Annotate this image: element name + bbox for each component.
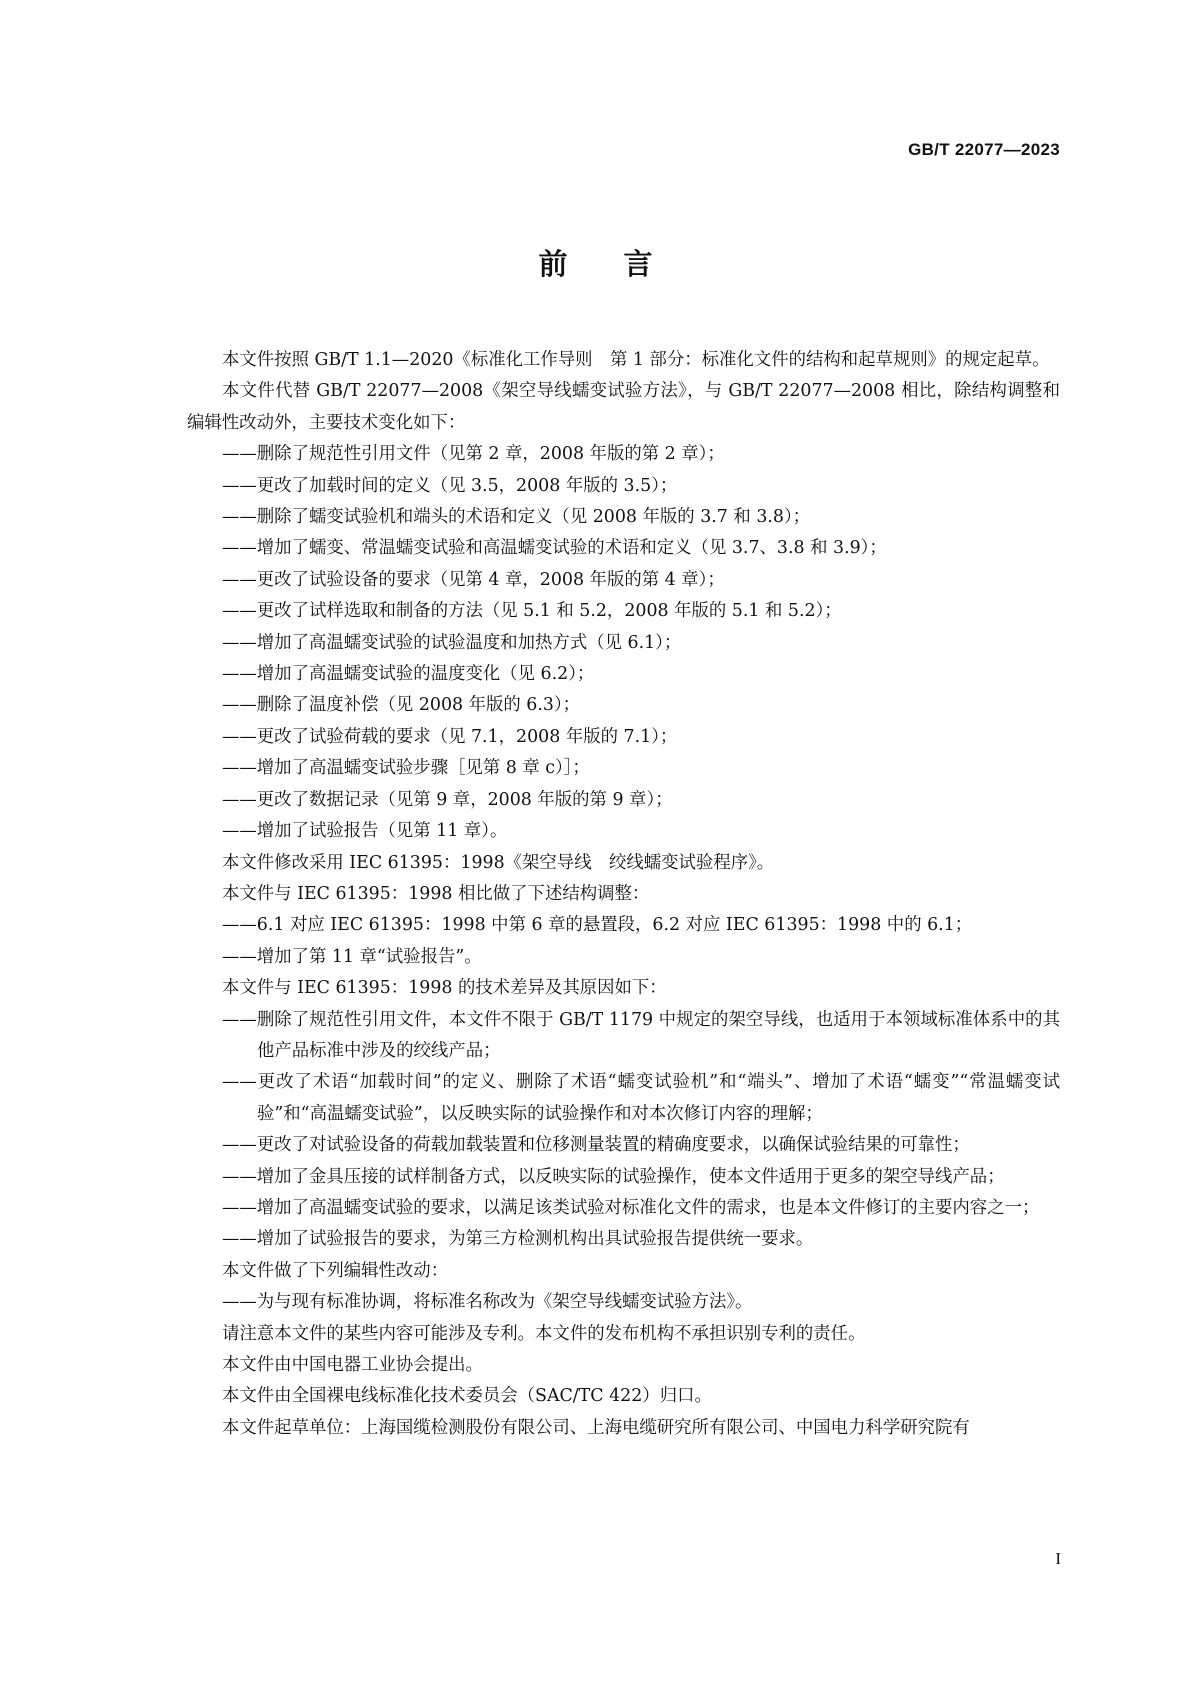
- list-item: ——增加了高温蠕变试验步骤［见第 8 章 c）］；: [222, 758, 590, 779]
- list-item: ——增加了高温蠕变试验的温度变化（见 6.2）；: [222, 664, 595, 685]
- list-item: ——删除了温度补偿（见 2008 年版的 6.3）；: [222, 695, 581, 716]
- standard-code: GB/T 22077—2023: [908, 140, 1060, 159]
- list-item: ——更改了术语“加载时间”的定义、删除了术语“蠕变试验机”和“端头”、增加了术语“蠕变”“常温蠕变试验”和“高温蠕变试验”，以反映实际的试验操作和对本次修订内容的理解；: [222, 1072, 1060, 1124]
- paragraph: 本文件代替 GB/T 22077—2008《架空导线蠕变试验方法》，与 GB/T 22077—2008 相比，除结构调整和编辑性改动外，主要技术变化如下：: [187, 381, 1060, 433]
- paragraph: 本文件由中国电器工业协会提出。: [222, 1355, 483, 1375]
- paragraph: 本文件做了下列编辑性改动：: [222, 1260, 449, 1281]
- paragraph: 本文件按照 GB/T 1.1—2020《标准化工作导则 第 1 部分：标准化文件的结构和起草规则》的规定起草。: [222, 350, 1050, 370]
- list-item: ——增加了蠕变、常温蠕变试验和高温蠕变试验的术语和定义（见 3.7、3.8 和 3.9）；: [222, 538, 887, 559]
- list-item: ——增加了高温蠕变试验的试验温度和加热方式（见 6.1）；: [222, 632, 682, 653]
- list-item: ——更改了试样选取和制备的方法（见 5.1 和 5.2，2008 年版的 5.1 和 5.2）；: [222, 601, 842, 622]
- list-item: ——更改了数据记录（见第 9 章，2008 年版的第 9 章）；: [222, 789, 673, 810]
- list-item: ——更改了试验设备的要求（见第 4 章，2008 年版的第 4 章）；: [222, 569, 725, 590]
- list-item: ——增加了金具压接的试样制备方式，以反映实际的试验操作，使本文件适用于更多的架空导线产品；: [222, 1166, 1005, 1187]
- list-item: ——增加了试验报告的要求，为第三方检测机构出具试验报告提供统一要求。: [222, 1229, 814, 1250]
- paragraph: 本文件由全国裸电线标准化技术委员会（SAC/TC 422）归口。: [222, 1386, 712, 1407]
- list-item: ——更改了加载时间的定义（见 3.5，2008 年版的 3.5）；: [222, 475, 678, 496]
- list-item: ——为与现有标准协调，将标准名称改为《架空导线蠕变试验方法》。: [222, 1292, 753, 1313]
- page-number: I: [1055, 1549, 1061, 1568]
- list-item: ——增加了第 11 章“试验报告”。: [222, 946, 482, 967]
- list-item: ——增加了高温蠕变试验的要求，以满足该类试验对标准化文件的需求，也是本文件修订的主要内容之一；: [222, 1197, 1040, 1218]
- page-title: 前言: [538, 247, 709, 281]
- list-item: ——6.1 对应 IEC 61395：1998 中第 6 章的悬置段，6.2 对应 IEC 61395：1998 中的 6.1；: [222, 915, 973, 936]
- paragraph: 本文件修改采用 IEC 61395：1998《架空导线 绞线蠕变试验程序》。: [222, 852, 775, 873]
- list-item: ——删除了蠕变试验机和端头的术语和定义（见 2008 年版的 3.7 和 3.8）；: [222, 507, 811, 528]
- list-item: ——删除了规范性引用文件（见第 2 章，2008 年版的第 2 章）；: [222, 444, 725, 465]
- paragraph: 本文件与 IEC 61395：1998 的技术差异及其原因如下：: [222, 978, 667, 999]
- paragraph: 请注意本文件的某些内容可能涉及专利。本文件的发布机构不承担识别专利的责任。: [222, 1323, 866, 1344]
- list-item: ——更改了对试验设备的荷载加载装置和位移测量装置的精确度要求，以确保试验结果的可靠性；: [222, 1135, 970, 1156]
- paragraph: 本文件与 IEC 61395：1998 相比做了下述结构调整：: [222, 883, 650, 904]
- list-item: ——删除了规范性引用文件，本文件不限于 GB/T 1179 中规定的架空导线，也适用于本领域标准体系中的其他产品标准中涉及的绞线产品；: [222, 1009, 1060, 1061]
- list-item: ——增加了试验报告（见第 11 章）。: [222, 821, 508, 842]
- foreword-body: [187, 345, 1060, 1444]
- paragraph: 本文件起草单位：上海国缆检测股份有限公司、上海电缆研究所有限公司、中国电力科学研究院有: [222, 1417, 970, 1438]
- list-item: ——更改了试验荷载的要求（见 7.1，2008 年版的 7.1）；: [222, 726, 678, 747]
